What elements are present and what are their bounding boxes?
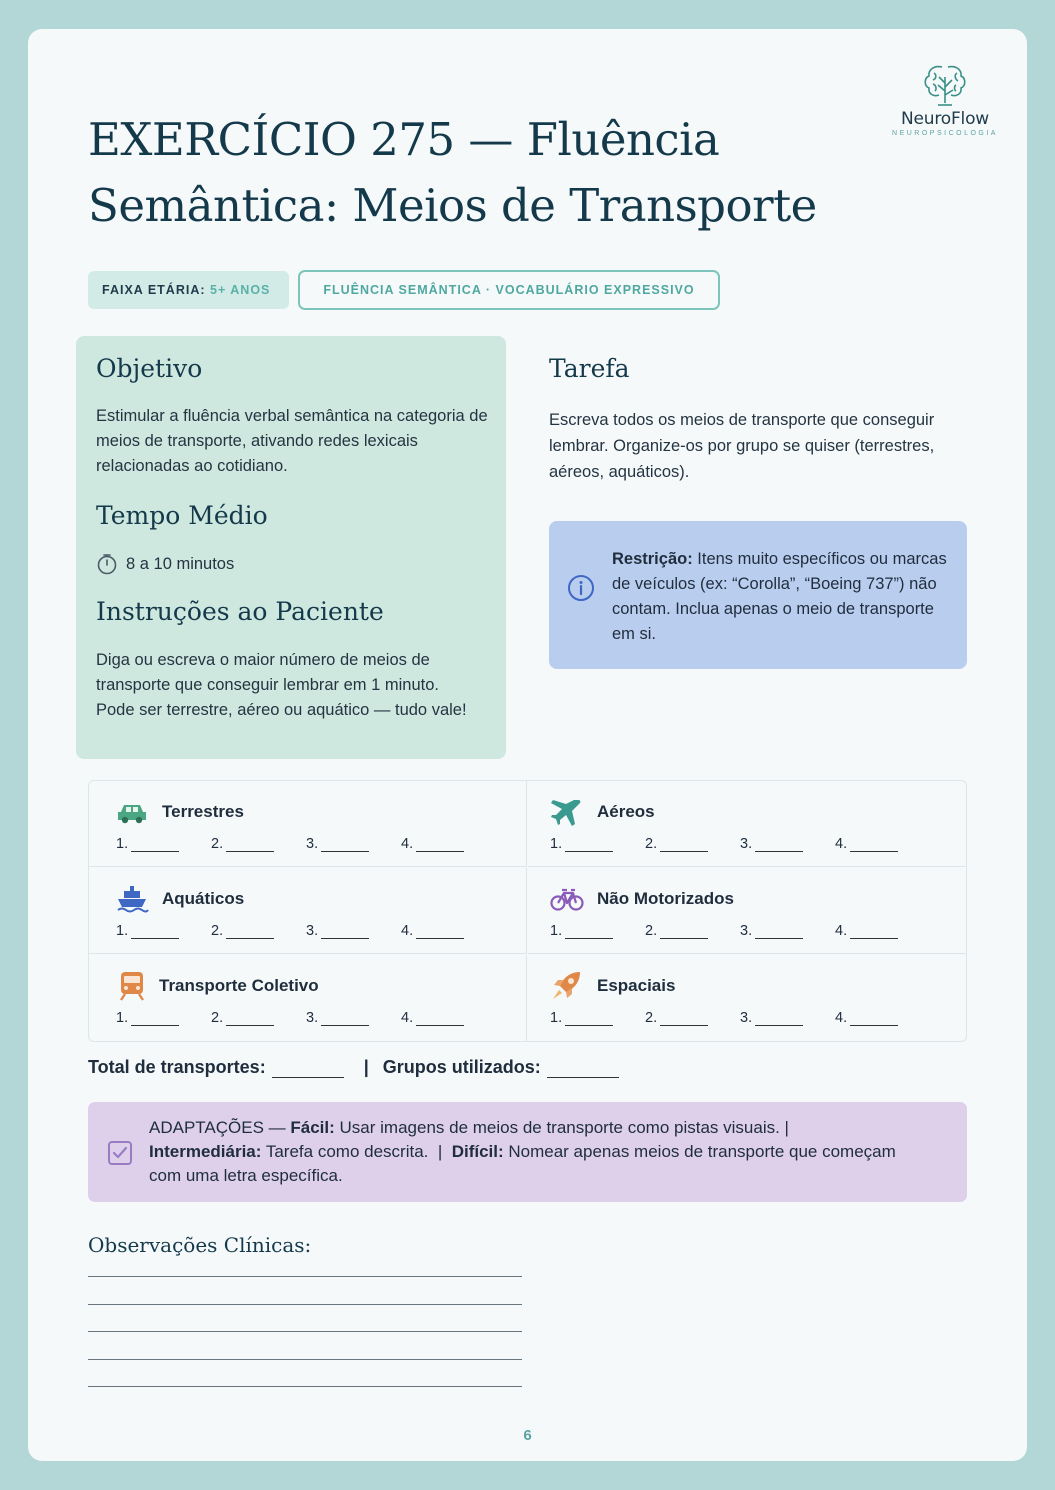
groups-label: Grupos utilizados:	[382, 1057, 541, 1077]
category-cell	[528, 781, 966, 867]
observation-line[interactable]	[88, 1276, 522, 1277]
restriction-label: Restrição:	[612, 550, 693, 568]
answer-blank[interactable]: 4.	[401, 836, 496, 852]
observation-line[interactable]	[88, 1331, 522, 1332]
answer-blank[interactable]: 2.	[645, 923, 740, 939]
answer-blank[interactable]: 4.	[401, 923, 496, 939]
answer-blank[interactable]: 1.	[550, 923, 645, 939]
category-cell	[528, 955, 966, 1041]
age-range-value: 5+ ANOS	[210, 283, 271, 297]
groups-blank[interactable]	[547, 1064, 619, 1078]
answer-blank[interactable]: 2.	[645, 836, 740, 852]
answer-blank[interactable]: 2.	[211, 836, 306, 852]
intermediate-text: Tarefa como descrita. |	[261, 1142, 452, 1161]
title-line-1: EXERCÍCIO 275 — Fluência	[88, 113, 720, 166]
answer-blank[interactable]: 1.	[550, 836, 645, 852]
answer-blank[interactable]: 2.	[211, 923, 306, 939]
answer-blank[interactable]: 3.	[306, 1010, 401, 1026]
category-label: Terrestres	[162, 802, 244, 821]
time-value-row	[96, 553, 234, 575]
rocket-icon	[550, 971, 584, 1001]
train-icon	[115, 971, 149, 1001]
adaptations-box	[88, 1102, 967, 1202]
answer-blank[interactable]: 2.	[645, 1010, 740, 1026]
age-range-tag	[88, 271, 289, 309]
brand-tagline: NEUROPSICOLOGIA	[892, 130, 998, 137]
adaptations-prefix: ADAPTAÇÕES —	[149, 1118, 291, 1137]
answer-blank[interactable]: 3.	[306, 923, 401, 939]
total-blank[interactable]	[272, 1064, 344, 1078]
answer-blank[interactable]: 1.	[116, 1010, 211, 1026]
timer-icon	[96, 553, 118, 575]
answer-blanks	[116, 1010, 496, 1026]
brand-name: NeuroFlow	[901, 109, 989, 129]
answer-blank[interactable]: 1.	[116, 836, 211, 852]
answer-blank[interactable]: 3.	[306, 836, 401, 852]
car-icon	[115, 797, 149, 827]
observation-line[interactable]	[88, 1359, 522, 1360]
objective-card	[76, 336, 506, 759]
answer-blanks	[550, 1010, 930, 1026]
title-line-2: Semântica: Meios de Transporte	[88, 179, 817, 232]
skill-area-tag: FLUÊNCIA SEMÂNTICA · VOCABULÁRIO EXPRESSIVO	[298, 270, 720, 310]
answer-blanks	[116, 923, 496, 939]
page-title	[88, 107, 848, 239]
instructions-text: Diga ou escreva o maior número de meios de transporte que conseguir lembrar em 1 minuto. Pode ser terrestre, aéreo ou aquático — tudo vale!	[96, 651, 467, 719]
page-number: 6	[523, 1427, 532, 1444]
answer-blanks	[550, 923, 930, 939]
bicycle-icon	[550, 884, 584, 914]
restriction-text	[612, 547, 957, 647]
objective-heading: Objetivo	[96, 354, 203, 383]
category-label: Não Motorizados	[597, 889, 734, 908]
airplane-icon	[550, 797, 584, 827]
transport-category-grid	[88, 780, 967, 1042]
hard-label: Difícil:	[451, 1142, 504, 1161]
easy-text: Usar imagens de meios de transporte como pistas visuais. |	[334, 1118, 789, 1137]
answer-blank[interactable]: 1.	[550, 1010, 645, 1026]
observations-heading: Observações Clínicas:	[88, 1233, 312, 1257]
intermediate-label: Intermediária:	[149, 1142, 262, 1161]
observation-line[interactable]	[88, 1386, 522, 1387]
answer-blank[interactable]: 3.	[740, 836, 835, 852]
answer-blank[interactable]: 1.	[116, 923, 211, 939]
hard-text: Nomear apenas meios de transporte que começam com uma letra específica.	[149, 1142, 896, 1185]
instructions-heading: Instruções ao Paciente	[96, 597, 384, 626]
answer-blank[interactable]: 4.	[401, 1010, 496, 1026]
answer-blanks	[550, 836, 930, 852]
totals-separator: |	[363, 1057, 369, 1077]
observation-line[interactable]	[88, 1304, 522, 1305]
brand-logo	[890, 63, 1000, 137]
brain-tree-icon	[920, 63, 970, 107]
answer-blank[interactable]: 3.	[740, 923, 835, 939]
time-heading: Tempo Médio	[96, 501, 268, 530]
adaptations-text	[149, 1116, 929, 1188]
category-label: Aquáticos	[162, 889, 245, 908]
category-label: Aéreos	[597, 802, 655, 821]
easy-label: Fácil:	[290, 1118, 335, 1137]
time-value: 8 a 10 minutos	[126, 554, 235, 573]
age-range-label: FAIXA ETÁRIA:	[102, 283, 206, 297]
category-cell	[89, 781, 527, 867]
category-cell	[89, 868, 527, 954]
totals-row	[88, 1057, 625, 1078]
checkbox-icon	[107, 1140, 133, 1166]
category-cell	[89, 955, 527, 1041]
task-heading: Tarefa	[549, 354, 630, 383]
answer-blank[interactable]: 4.	[835, 1010, 930, 1026]
category-label: Transporte Coletivo	[159, 976, 319, 995]
answer-blank[interactable]: 3.	[740, 1010, 835, 1026]
total-label: Total de transportes:	[88, 1057, 266, 1077]
worksheet-page	[28, 29, 1027, 1461]
restriction-body: Itens muito específicos ou marcas de veículos (ex: “Corolla”, “Boeing 737”) não contam. Inclua apenas o meio de transporte em si.	[612, 550, 947, 643]
answer-blank[interactable]: 2.	[211, 1010, 306, 1026]
task-text: Escreva todos os meios de transporte que conseguir lembrar. Organize-os por grupo se quiser (terrestres, aéreos, aquáticos).	[549, 411, 935, 481]
objective-text: Estimular a fluência verbal semântica na categoria de meios de transporte, ativando redes lexicais relacionadas ao cotidiano.	[96, 407, 488, 475]
answer-blank[interactable]: 4.	[835, 923, 930, 939]
ship-icon	[115, 884, 149, 914]
category-label: Espaciais	[597, 976, 676, 995]
restriction-box	[549, 521, 967, 669]
answer-blank[interactable]: 4.	[835, 836, 930, 852]
category-cell	[528, 868, 966, 954]
info-icon	[567, 574, 595, 602]
answer-blanks	[116, 836, 496, 852]
